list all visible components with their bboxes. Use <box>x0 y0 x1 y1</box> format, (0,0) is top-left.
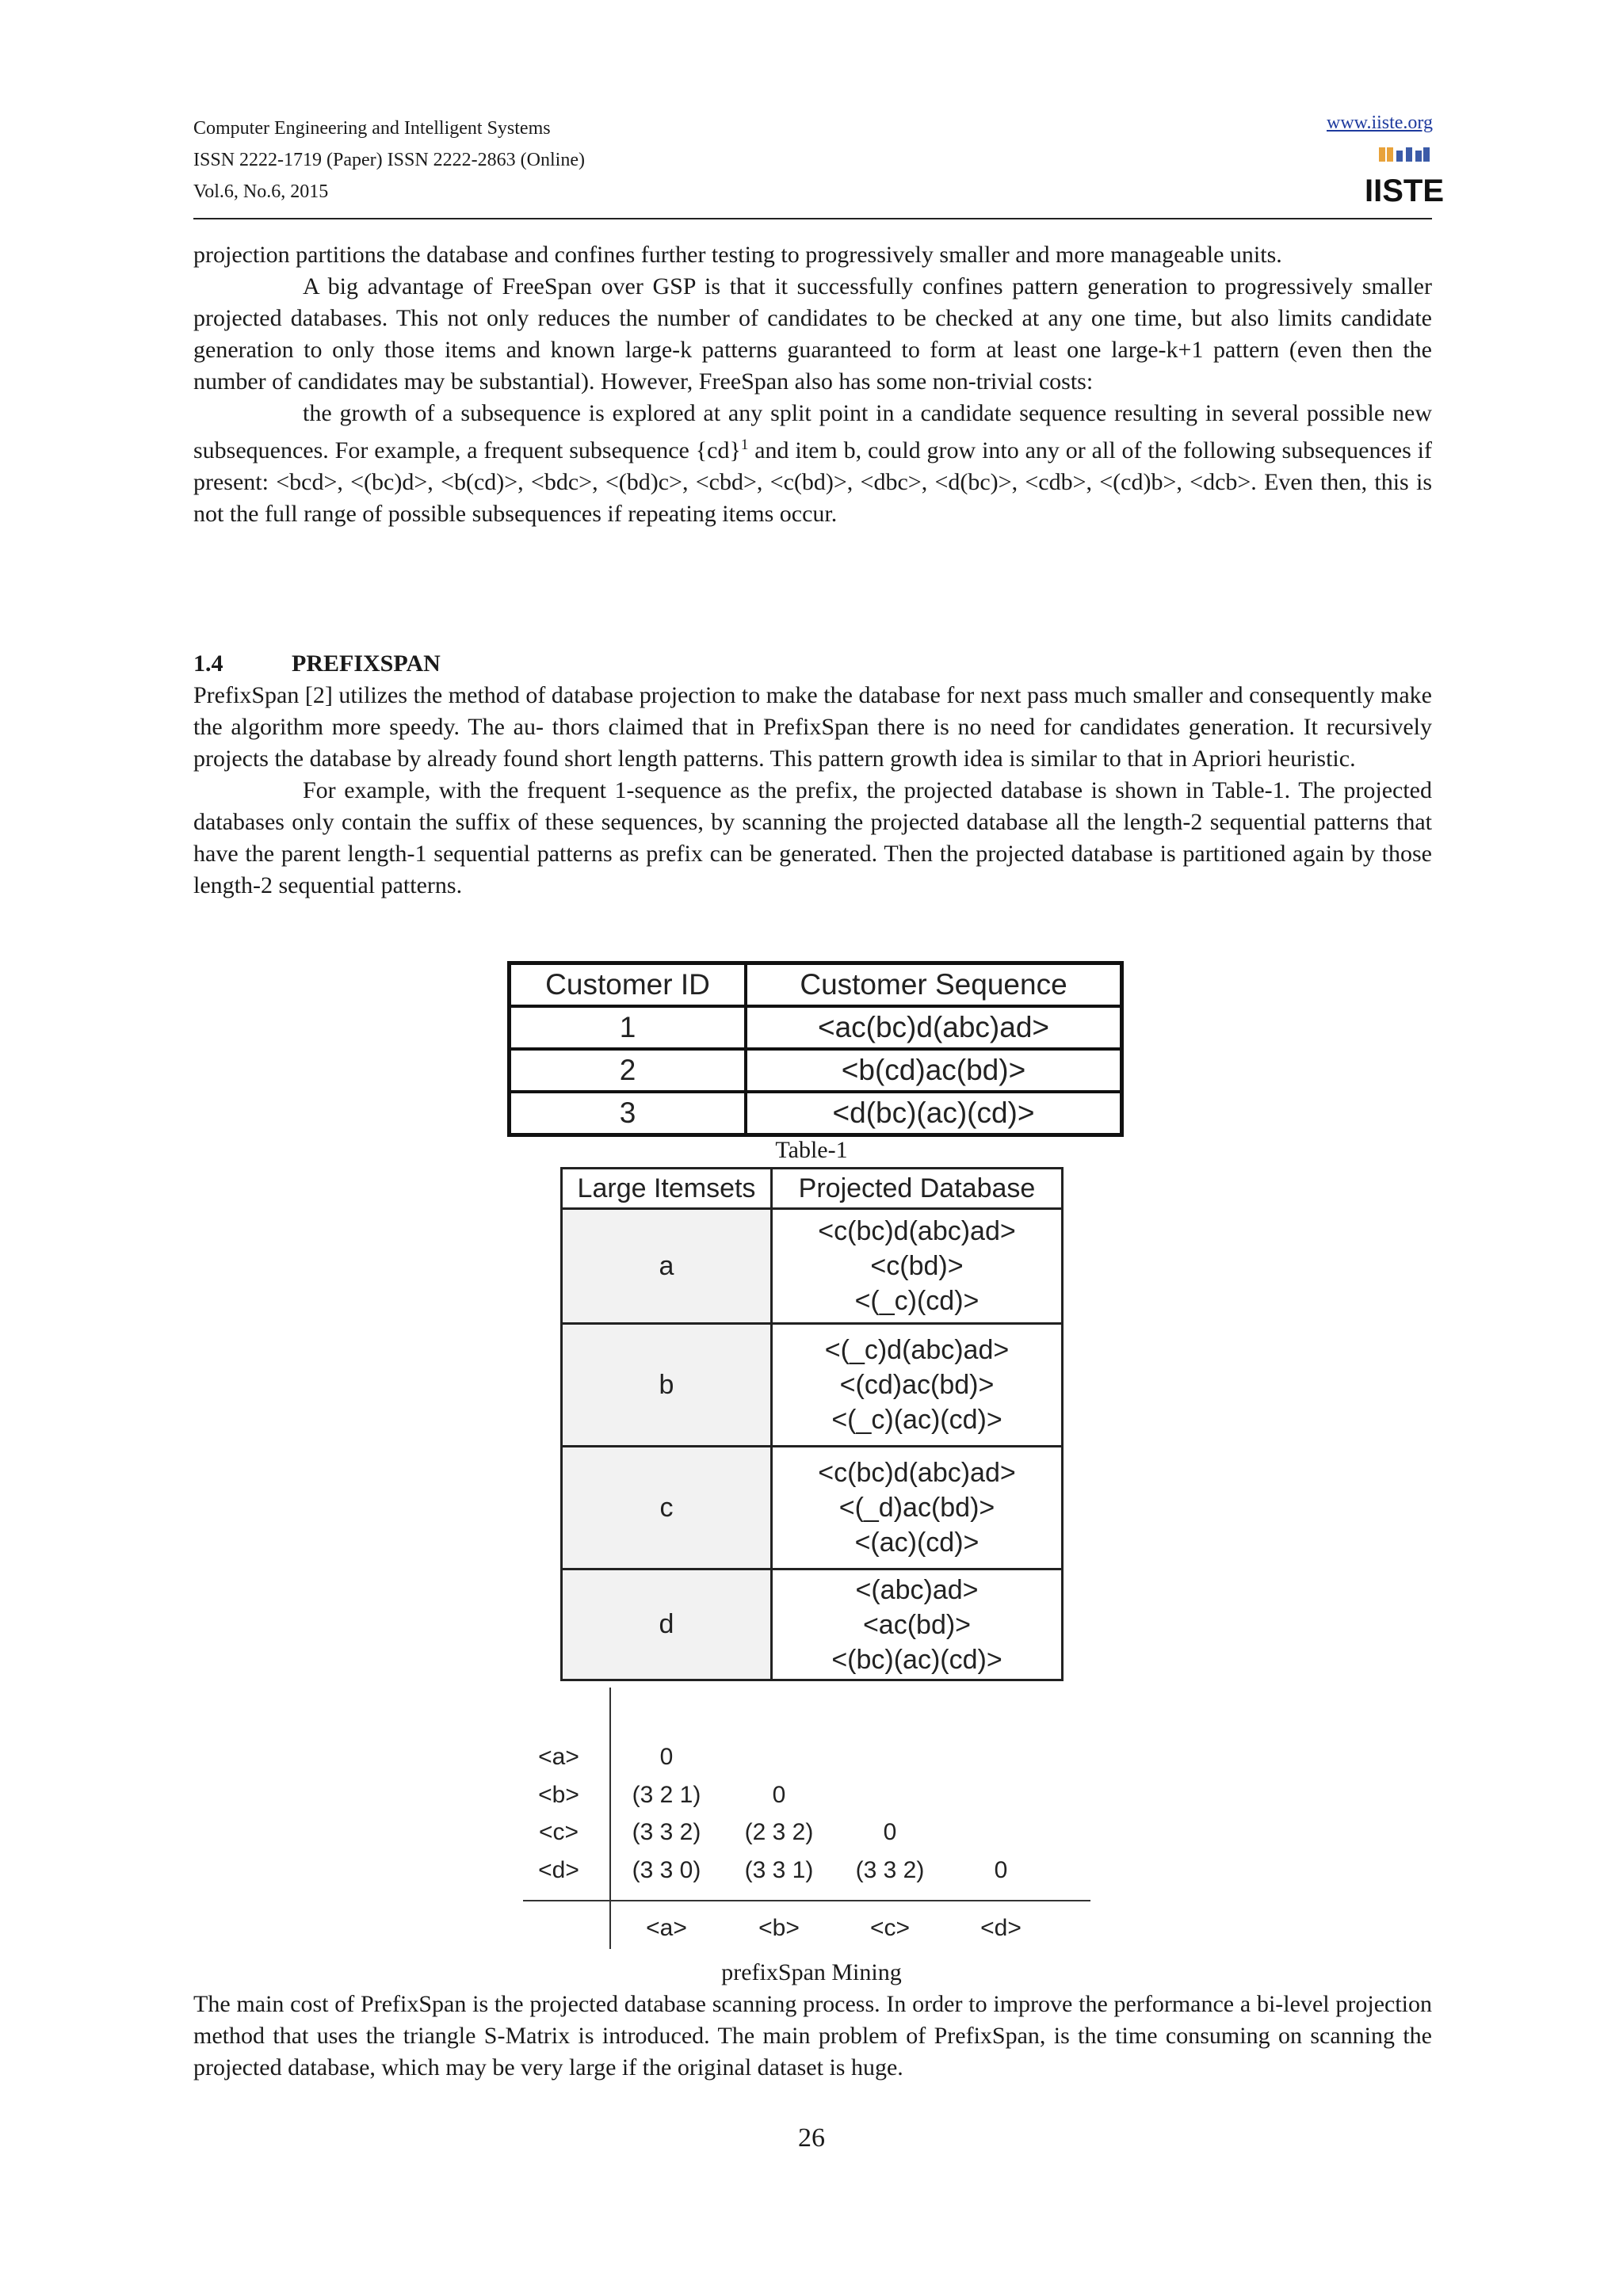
table-header: Customer Sequence <box>746 963 1122 1007</box>
matrix-col-label: <c> <box>869 1915 911 1941</box>
matrix-caption: prefixSpan Mining <box>721 1959 902 1985</box>
paragraph-3: the growth of a subsequence is explored at any split point in a candidate sequence resulting in several possible new subsequences. For example, a frequent subsequence {cd}$^1$ and item b, could grow into any or all of the following subsequences if present: <bcd>, <(bc)d>, <b(cd)>, <bdc>, <(bd)c>, <cbd>, <c(bd)>, <dbc>, <d(bc)>, <cdb>, <(cd)b>, <dcb>. Even then, this is not the full range of possible subsequences if repeating items occur. <box>193 400 1432 527</box>
matrix-cell: 0 <box>659 1744 674 1770</box>
matrix-cell: (3 3 1) <box>744 1857 814 1883</box>
projected-db-cell: <(abc)ad> <ac(bd)> <(bc)(ac)(cd)> <box>772 1569 1063 1680</box>
table-row <box>510 1092 1122 1135</box>
table-row <box>562 1324 1063 1447</box>
customer-sequence-cell: <b(cd)ac(bd)> <box>746 1049 1122 1092</box>
itemset-cell: d <box>562 1569 772 1680</box>
table-row <box>562 1447 1063 1569</box>
svg-text:IISTE: IISTE <box>1364 174 1445 208</box>
table-row <box>562 1569 1063 1680</box>
customer-id-cell: 3 <box>510 1092 747 1135</box>
matrix-row-label: <d> <box>538 1857 579 1883</box>
section-heading: 1.4 PREFIXSPAN <box>193 650 441 677</box>
journal-website-link[interactable]: www.iiste.org <box>1327 113 1433 133</box>
customer-id-cell: 2 <box>510 1049 747 1092</box>
table-header: Large Itemsets <box>562 1169 772 1209</box>
matrix-cell: (3 3 2) <box>855 1857 925 1883</box>
page-number: 26 <box>798 2123 825 2153</box>
matrix-cell: (3 3 2) <box>632 1819 701 1845</box>
header-rule <box>193 218 1432 219</box>
matrix-cell: (2 3 2) <box>744 1819 814 1845</box>
body-text-top <box>193 239 1432 530</box>
projected-database-table <box>560 1167 1064 1681</box>
customer-sequence-table <box>507 961 1124 1137</box>
matrix-cell: (3 3 0) <box>632 1857 701 1883</box>
s-matrix <box>523 1688 1094 1949</box>
matrix-col-label: <d> <box>980 1915 1022 1941</box>
customer-id-cell: 1 <box>510 1006 747 1049</box>
table-row <box>510 1006 1122 1049</box>
journal-volume: Vol.6, No.6, 2015 <box>193 181 329 202</box>
paragraph-1: projection partitions the database and confines further testing to progressively smaller and more manageable units. <box>193 242 1282 268</box>
paragraph-2: A big advantage of FreeSpan over GSP is that it successfully confines pattern generation to progressively smaller projected databases. This not only reduces the number of candidates to be checked at any one time, but also limits candidate generation to only those items and known large-k patterns guaranteed to form at least one large-k+1 pattern (even then the number of candidates may be substantial). However, FreeSpan also has some non-trivial costs: <box>193 273 1432 395</box>
paragraph-5: For example, with the frequent 1-sequence as the prefix, the projected database is shown in Table-1. The projected databases only contain the suffix of these sequences, by scanning the projected database all the length-2 sequential patterns that have the parent length-1 sequential patterns as prefix can be generated. Then the projected database is partitioned again by those length-2 sequential patterns. <box>193 777 1432 898</box>
itemset-cell: a <box>562 1209 772 1324</box>
itemset-cell: c <box>562 1447 772 1569</box>
iiste-logo <box>1364 144 1445 208</box>
customer-sequence-cell: <ac(bc)d(abc)ad> <box>746 1006 1122 1049</box>
matrix-row-label: <c> <box>538 1819 579 1845</box>
matrix-cell: (3 2 1) <box>632 1782 701 1808</box>
customer-sequence-cell: <d(bc)(ac)(cd)> <box>746 1092 1122 1135</box>
body-text-middle <box>193 680 1432 902</box>
table-header: Projected Database <box>772 1169 1063 1209</box>
matrix-col-label: <b> <box>758 1915 800 1941</box>
matrix-cell: 0 <box>994 1857 1008 1883</box>
matrix-col-label: <a> <box>646 1915 687 1941</box>
journal-name: Computer Engineering and Intelligent Systems <box>193 118 551 139</box>
table-row <box>510 1049 1122 1092</box>
matrix-cell: 0 <box>883 1819 897 1845</box>
matrix-row-label: <a> <box>538 1744 579 1770</box>
journal-issn: ISSN 2222-1719 (Paper) ISSN 2222-2863 (Online) <box>193 150 585 170</box>
table-header: Customer ID <box>510 963 747 1007</box>
matrix-row-label: <b> <box>538 1782 579 1808</box>
paragraph-4: PrefixSpan [2] utilizes the method of database projection to make the database for next pass much smaller and consequently make the algorithm more speedy. The au- thors claimed that in PrefixSpan there is no need for candidates generation. It recursively projects the database by already found short length patterns. This pattern growth idea is similar to that in Apriori heuristic. <box>193 682 1432 772</box>
itemset-cell: b <box>562 1324 772 1447</box>
matrix-cell: 0 <box>772 1782 786 1808</box>
matrix-axis-horizontal <box>523 1900 1090 1901</box>
table-row <box>562 1209 1063 1324</box>
projected-db-cell: <(_c)d(abc)ad> <(cd)ac(bd)> <(_c)(ac)(cd)> <box>772 1324 1063 1447</box>
table1-caption: Table-1 <box>775 1137 848 1163</box>
paragraph-6: The main cost of PrefixSpan is the projected database scanning process. In order to improve the performance a bi-level projection method that uses the triangle S-Matrix is introduced. The main problem of PrefixSpan, is the time consuming on scanning the projected database, which may be very large if the original dataset is huge. <box>193 1991 1432 2081</box>
body-text-bottom <box>193 1989 1432 2084</box>
projected-db-cell: <c(bc)d(abc)ad> <(_d)ac(bd)> <(ac)(cd)> <box>772 1447 1063 1569</box>
projected-db-cell: <c(bc)d(abc)ad> <c(bd)> <(_c)(cd)> <box>772 1209 1063 1324</box>
